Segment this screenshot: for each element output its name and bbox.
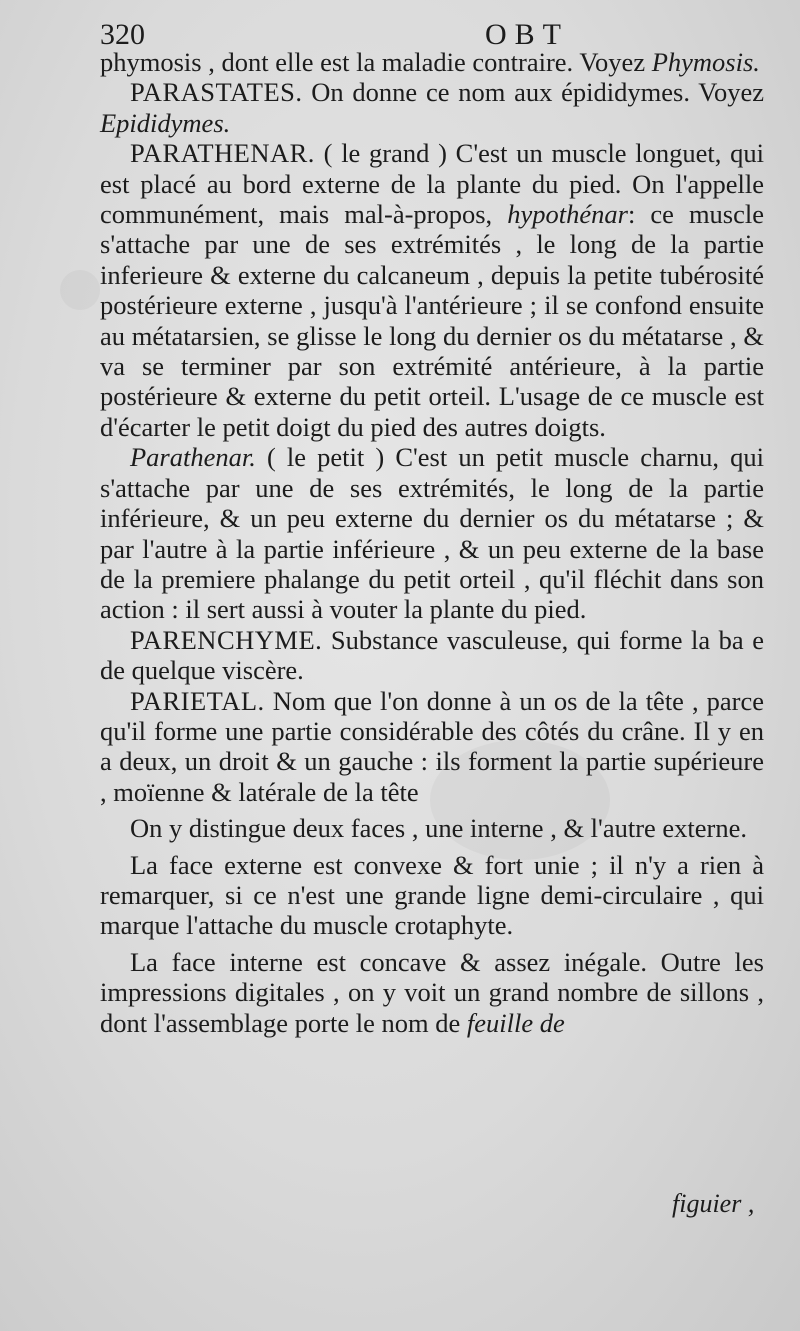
entry-parathenar-petit	[100, 442, 764, 624]
entry-text: Nom que l'on donne à un os de la tête , parce qu'il forme une partie considérable des côtés du crâne. Il y en a deux, un droit & un gauche : ils forment la partie supérieure , moïenne & latérale de la tête	[100, 685, 765, 807]
cross-reference: Phymosis.	[651, 47, 760, 77]
paragraph-text: phymosis , dont elle est la maladie contraire. Voyez	[100, 47, 646, 77]
entry-text: Substance vasculeuse, qui forme la ba e de quelque viscère.	[100, 624, 764, 686]
entry-parathenar-grand	[100, 138, 764, 442]
paragraph-face-externe	[100, 850, 764, 941]
entry-text: ( le grand ) C'est un muscle longuet, qui est placé au bord externe de la plante du pied. On l'appelle communément, mais mal-à-propos,	[100, 138, 764, 230]
paragraph-faces	[100, 813, 764, 843]
entry-text: ( le petit ) C'est un petit muscle charnu, qui s'attache par une de ses extrémités, le long de la partie inférieure, & un peu externe du dernier os du métatarse ; & par l'autre à la partie inférieure , & un peu externe de la base de la premiere phalange du petit orteil , qu'il fléchit dans son action : il sert aussi à vouter la plante du pied.	[100, 442, 765, 625]
catchword: figuier ,	[672, 1189, 755, 1218]
entry-parenchyme	[100, 625, 764, 686]
entry-text: On donne ce nom aux épididymes. Voyez	[311, 77, 765, 108]
entry-headword: PARIETAL.	[130, 685, 265, 716]
italic-term: hypothénar	[507, 199, 628, 230]
paragraph-text: La face externe est convexe & fort unie ; il n'y a rien à remarquer, si ce n'est une grande ligne demi-circulaire , qui marque l'attache du muscle crotaphyte.	[100, 849, 764, 941]
italic-term: feuille de	[466, 1007, 565, 1038]
paragraph-text: On y distingue deux faces , une interne , & l'autre externe.	[130, 813, 748, 844]
page-body	[100, 47, 764, 1038]
paragraph-text: La face interne est concave & assez inégale. Outre les impressions digitales , on y voit un grand nombre de sillons , dont l'assemblage porte le nom de	[100, 946, 764, 1038]
paper-stain	[60, 270, 100, 310]
entry-headword: PARATHENAR.	[130, 138, 315, 169]
entry-headword: Parathenar.	[130, 442, 256, 473]
paragraph-phymosis-tail	[100, 47, 764, 77]
entry-parietal	[100, 686, 764, 808]
entry-headword: PARENCHYME.	[130, 624, 323, 655]
entry-headword: PARASTATES.	[130, 77, 303, 108]
running-head: OBT	[485, 18, 569, 51]
cross-reference: Epididymes.	[100, 107, 231, 138]
entry-text: : ce muscle s'attache par une de ses extrémités , le long de la partie inferieure & externe du calcaneum , depuis la petite tubérosité postérieure externe , jusqu'à l'antérieure ; il se confond ensuite au métatarsien, se glisse le long du dernier os du métatarse , & va se terminer par son extrémité antérieure, à la partie postérieure & externe du petit orteil. L'usage de ce muscle est d'écarter le petit doigt du pied des autres doigts.	[100, 199, 765, 442]
page-number: 320	[100, 18, 145, 51]
paragraph-face-interne	[100, 947, 764, 1038]
entry-parastates	[100, 77, 764, 138]
